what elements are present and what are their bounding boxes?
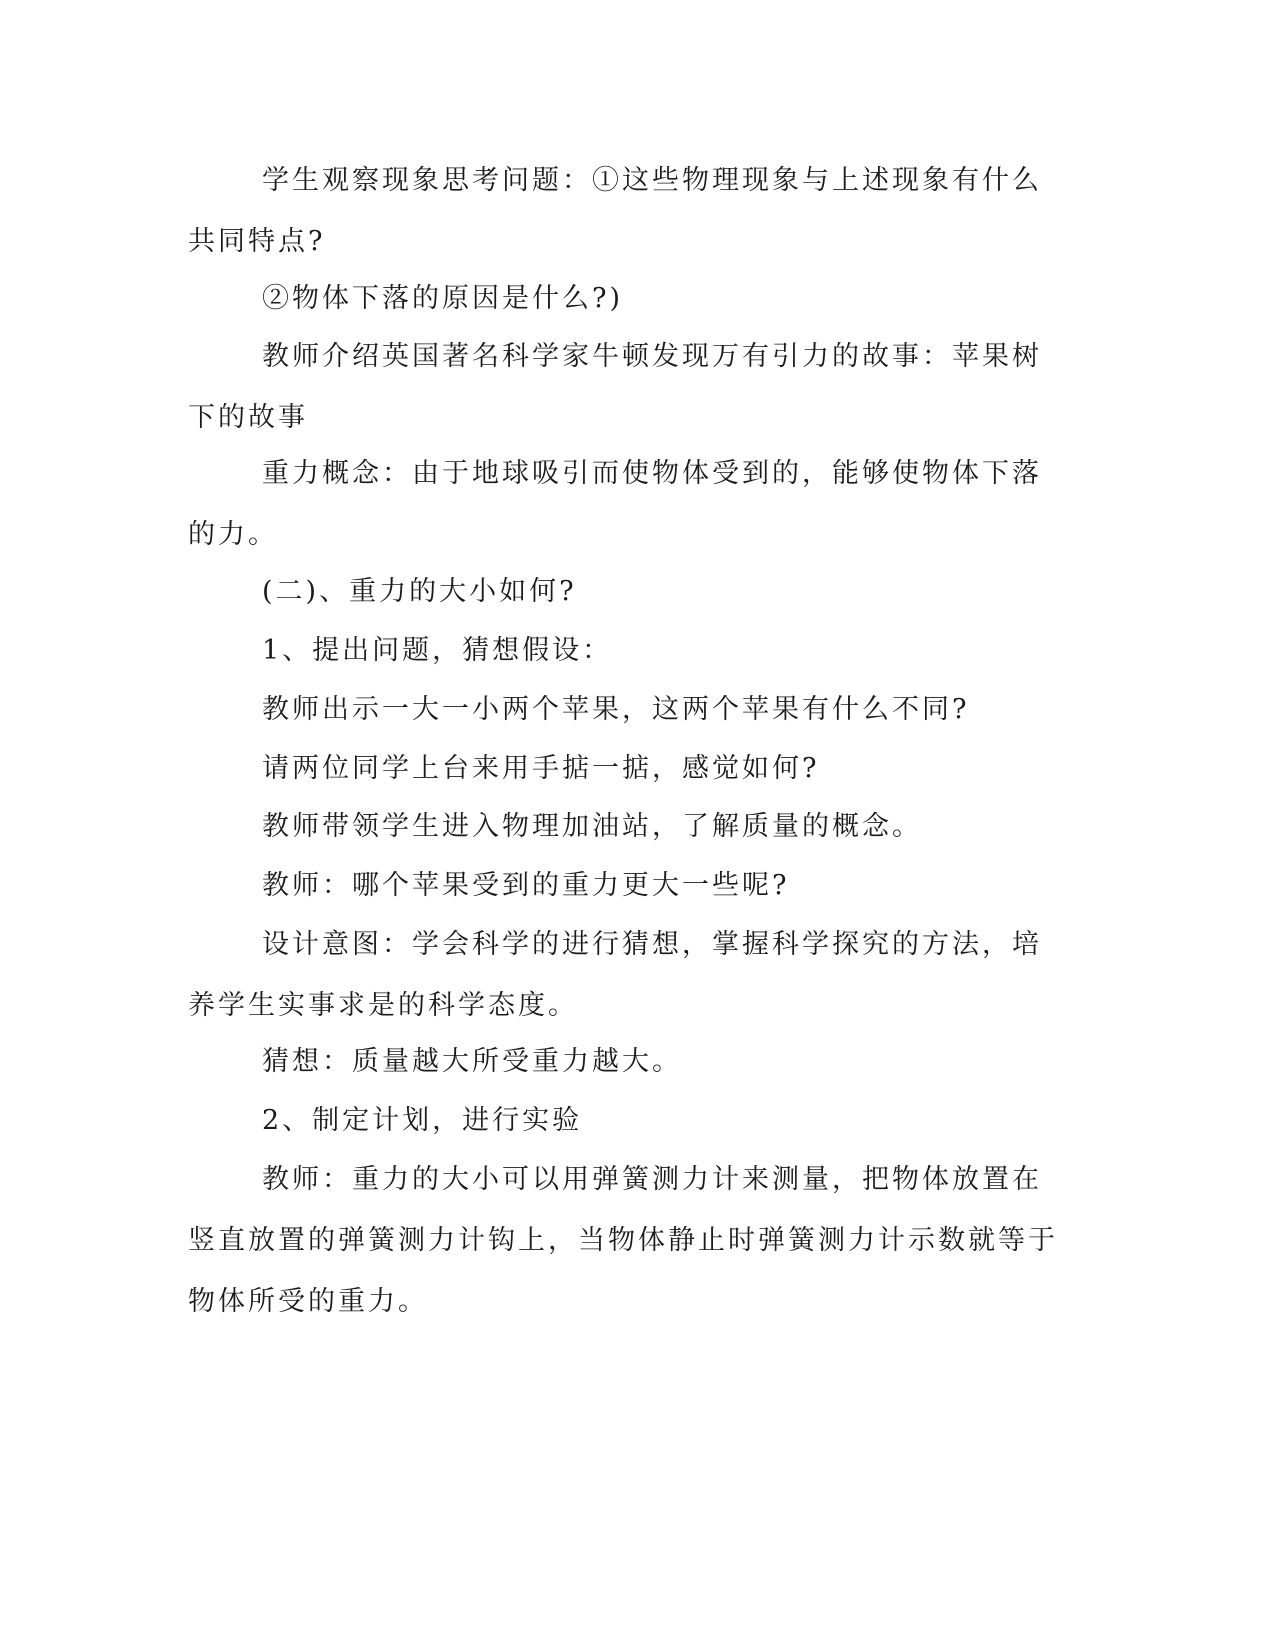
paragraph-design-intent: 设计意图：学会科学的进行猜想，掌握科学探究的方法，培养学生实事求是的科学态度。 (188, 929, 1042, 1021)
paragraph-gravity-concept: 重力概念：由于地球吸引而使物体受到的，能够使物体下落的力。 (188, 458, 1042, 550)
paragraph-conjecture: 猜想：质量越大所受重力越大。 (262, 1046, 682, 1077)
paragraph-teacher-question: 教师：哪个苹果受到的重力更大一些呢? (262, 870, 790, 901)
paragraph-step-hypothesis: 1、提出问题，猜想假设： (262, 635, 613, 666)
paragraph-observation-question: 学生观察现象思考问题：①这些物理现象与上述现象有什么共同特点? (188, 165, 1042, 257)
paragraph-newton-story: 教师介绍英国著名科学家牛顿发现万有引力的故事：苹果树下的故事 (188, 341, 1042, 433)
paragraph-falling-reason: ②物体下落的原因是什么?) (262, 283, 624, 314)
paragraph-step-plan-experiment: 2、制定计划，进行实验 (262, 1105, 583, 1136)
section-heading-gravity-magnitude: (二)、重力的大小如何? (262, 576, 577, 607)
paragraph-mass-concept: 教师带领学生进入物理加油站，了解质量的概念。 (262, 811, 922, 842)
paragraph-two-apples: 教师出示一大一小两个苹果，这两个苹果有什么不同? (262, 694, 970, 725)
paragraph-spring-scale: 教师：重力的大小可以用弹簧测力计来测量，把物体放置在竖直放置的弹簧测力计钩上，当物体静止时弹簧测力计示数就等于物体所受的重力。 (188, 1164, 1058, 1317)
paragraph-weigh-by-hand: 请两位同学上台来用手掂一掂，感觉如何? (262, 753, 820, 784)
